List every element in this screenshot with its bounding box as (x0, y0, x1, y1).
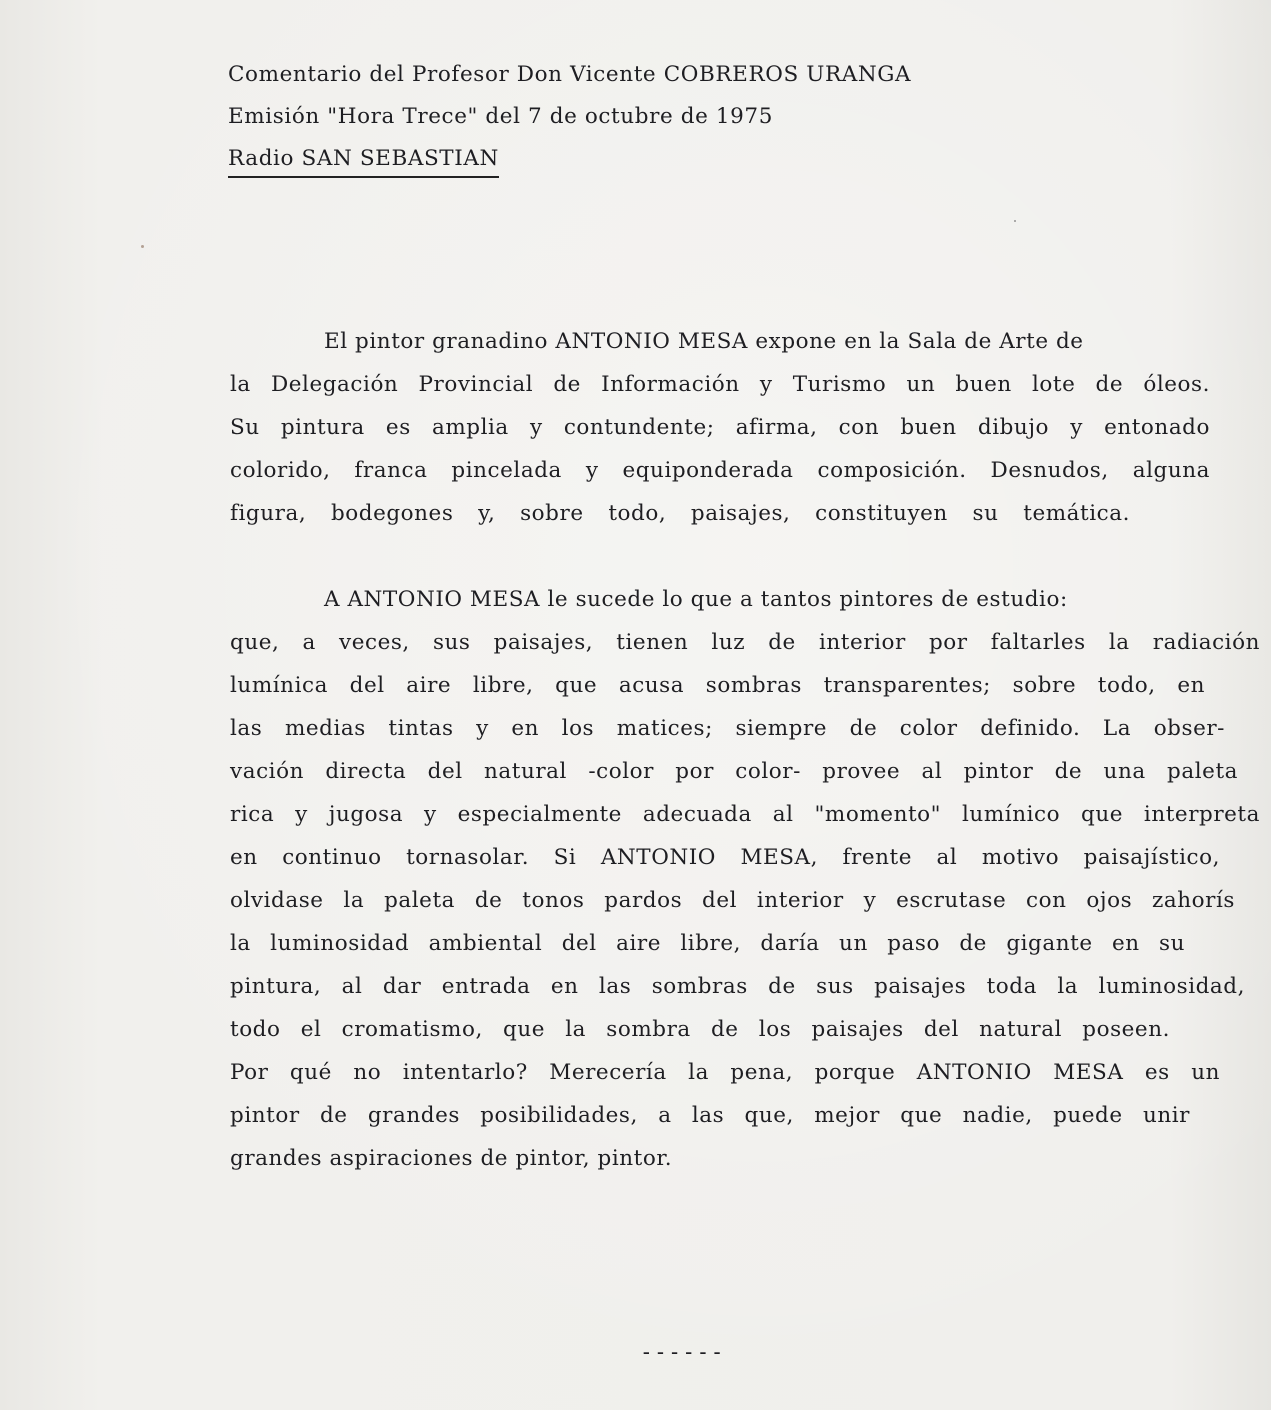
header-station-line (228, 138, 911, 180)
paragraph-1 (230, 320, 1210, 535)
paragraph-1-line: Su pintura es amplia y contundente; afirma, con buen dibujo y entonado (230, 415, 1210, 440)
paragraph-2-line: vación directa del natural -color por color- provee al pintor de una paleta (230, 759, 1238, 784)
paragraph-2-line: pintura, al dar entrada en las sombras de sus paisajes toda la luminosidad, (230, 974, 1245, 999)
paragraph-2-line: grandes aspiraciones de pintor, pintor. (230, 1146, 673, 1171)
paragraph-1-line: figura, bodegones y, sobre todo, paisajes, constituyen su temática. (230, 501, 1130, 526)
paragraph-2 (230, 578, 1260, 1180)
header-broadcast-line: Emisión "Hora Trece" del 7 de octubre de 1975 (228, 104, 773, 129)
paragraph-2-line: la luminosidad ambiental del aire libre, daría un paso de gigante en su (230, 931, 1185, 956)
paragraph-2-line: todo el cromatismo, que la sombra de los paisajes del natural poseen. (230, 1017, 1170, 1042)
paper-speck (1014, 220, 1016, 222)
paragraph-1-line: El pintor granadino ANTONIO MESA expone en la Sala de Arte de (324, 329, 1084, 354)
paragraph-2-line: olvidase la paleta de tonos pardos del interior y escrutase con ojos zahorís (230, 888, 1235, 913)
document-header (228, 54, 911, 180)
header-station-text: Radio SAN SEBASTIAN (228, 144, 499, 178)
paragraph-2-line: Por qué no intentarlo? Merecería la pena, porque ANTONIO MESA es un (230, 1060, 1220, 1085)
paragraph-2-line: que, a veces, sus paisajes, tienen luz de interior por faltarles la radiación (230, 630, 1260, 655)
paper-speck (141, 245, 144, 248)
paragraph-1-line: la Delegación Provincial de Información y Turismo un buen lote de óleos. (230, 372, 1210, 397)
paragraph-2-line: pintor de grandes posibilidades, a las que, mejor que nadie, puede unir (230, 1103, 1190, 1128)
paragraph-2-line: rica y jugosa y especialmente adecuada al "momento" lumínico que interpreta (230, 802, 1260, 827)
header-commentary-line: Comentario del Profesor Don Vicente COBREROS URANGA (228, 62, 912, 87)
paragraph-2-line: las medias tintas y en los matices; siempre de color definido. La obser- (230, 716, 1225, 741)
paragraph-1-line: colorido, franca pincelada y equiponderada composición. Desnudos, alguna (230, 458, 1210, 483)
paragraph-2-line: en continuo tornasolar. Si ANTONIO MESA, frente al motivo paisajístico, (230, 845, 1220, 870)
paragraph-2-line: lumínica del aire libre, que acusa sombras transparentes; sobre todo, en (230, 673, 1205, 698)
end-separator: ------ (640, 1340, 725, 1364)
paragraph-2-line: A ANTONIO MESA le sucede lo que a tantos pintores de estudio: (324, 587, 1068, 612)
